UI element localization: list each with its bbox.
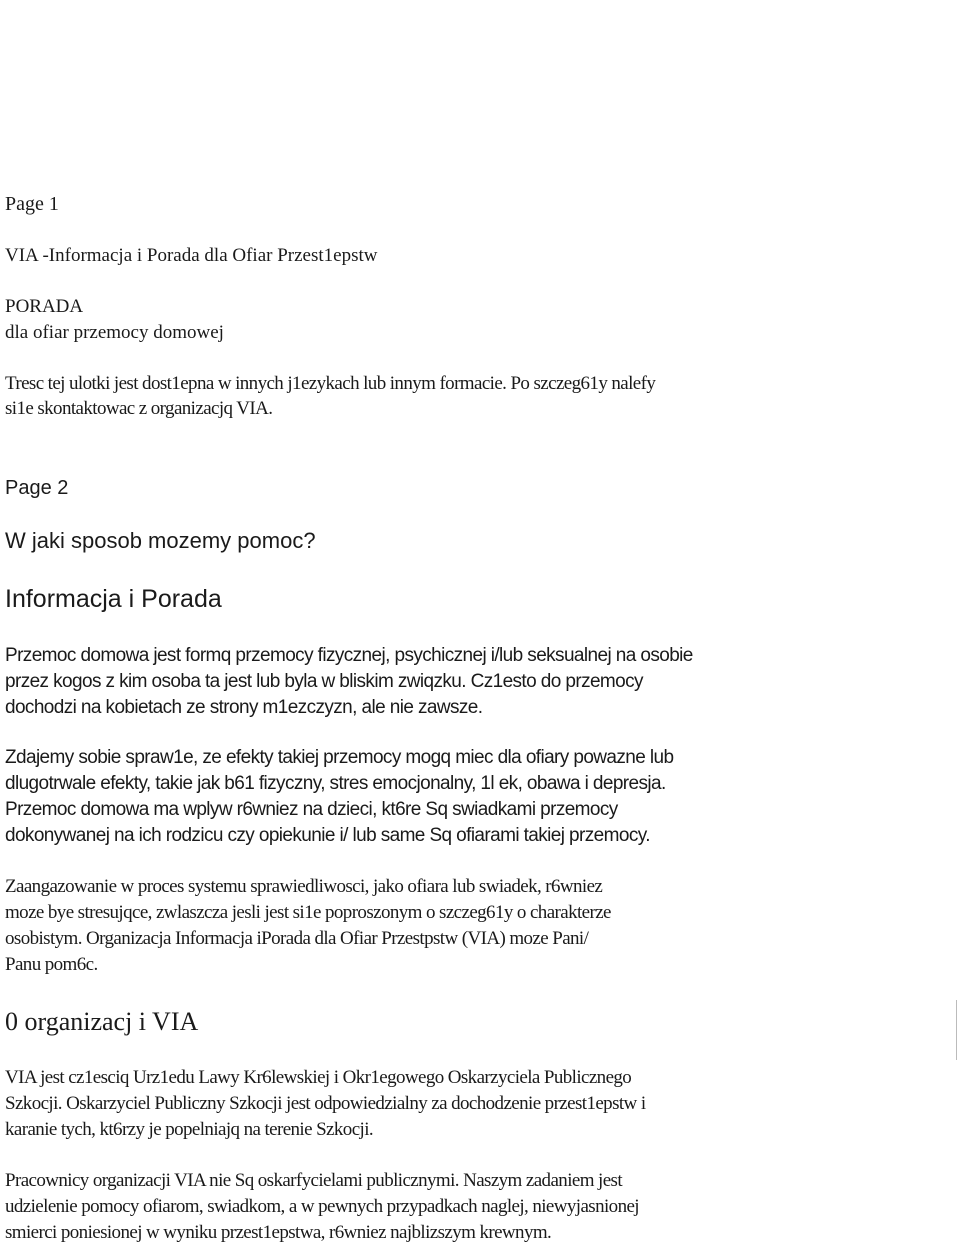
advice-subheading: dla ofiar przemocy domowej <box>5 322 224 343</box>
paragraph-4-line-1: VIA jest cz1esciq Urz1edu Lawy Kr6lewskiej i Okr1egowego Oskarzyciela Publicznego <box>5 1067 632 1088</box>
page-edge-divider <box>956 1000 957 1060</box>
paragraph-5-line-3: smierci poniesionej w wyniku przest1epstwa, r6wniez najblizszym krewnym. <box>5 1222 552 1243</box>
paragraph-2-line-4: dokonywanej na ich rodzicu czy opiekunie i/ lub same Sq ofiarami takiej przemocy. <box>5 825 650 846</box>
paragraph-5-line-1: Pracownicy organizacji VIA nie Sq oskarfycielami publicznymi. Naszym zadaniem jest <box>5 1170 623 1191</box>
paragraph-3-line-3: osobistym. Organizacja Informacja iPorada dla Ofiar Przestpstw (VIA) moze Pani/ <box>5 928 589 949</box>
section-heading-about-via: 0 organizacj i VIA <box>5 1007 199 1036</box>
paragraph-2-line-2: dlugotrwale efekty, takie jak b61 fizyczny, stres emocjonalny, 1l ek, obawa i depresja. <box>5 773 666 794</box>
paragraph-1-line-2: przez kogos z kim osoba ta jest lub byla w bliskim zwiqzku. Cz1esto do przemocy <box>5 671 643 692</box>
paragraph-5-line-2: udzielenie pomocy ofiarom, swiadkom, a w pewnych przypadkach naglej, niewyjasnionej <box>5 1196 639 1217</box>
format-note-line-1: Tresc tej ulotki jest dost1epna w innych j1ezykach lub innym formacie. Po szczeg61y nalefy <box>5 373 656 394</box>
paragraph-3-line-2: moze bye stresujqce, zwlaszcza jesli jest si1e poproszonym o szczeg61y o charakterze <box>5 902 611 923</box>
paragraph-3-line-4: Panu pom6c. <box>5 954 98 975</box>
page-2-label: Page 2 <box>5 477 69 499</box>
paragraph-2-line-3: Przemoc domowa ma wplyw r6wniez na dzieci, kt6re Sq swiadkami przemocy <box>5 799 618 820</box>
paragraph-2-line-1: Zdajemy sobie spraw1e, ze efekty takiej przemocy mogq miec dla ofiary powazne lub <box>5 747 674 768</box>
paragraph-1-line-1: Przemoc domowa jest formq przemocy fizycznej, psychicznej i/lub seksualnej na osobie <box>5 645 693 666</box>
paragraph-4-line-2: Szkocji. Oskarzyciel Publiczny Szkocji jest odpowiedzialny za dochodzenie przest1epstw i <box>5 1093 646 1114</box>
help-question-heading: W jaki sposob mozemy pomoc? <box>5 528 316 553</box>
paragraph-3-line-1: Zaangazowanie w proces systemu sprawiedliwosci, jako ofiara lub swiadek, r6wniez <box>5 876 603 897</box>
paragraph-4-line-3: karanie tych, kt6rzy je popelniajq na terenie Szkocji. <box>5 1119 374 1140</box>
page-1-label: Page 1 <box>5 193 59 215</box>
document-title: VIA -Informacja i Porada dla Ofiar Przest1epstw <box>5 245 378 266</box>
paragraph-1-line-3: dochodzi na kobietach ze strony m1ezczyzn, ale nie zawsze. <box>5 697 483 718</box>
format-note-line-2: si1e skontaktowac z organizacjq VIA. <box>5 398 273 419</box>
advice-heading: PORADA <box>5 296 84 317</box>
section-heading-information-advice: Informacja i Porada <box>5 585 222 613</box>
